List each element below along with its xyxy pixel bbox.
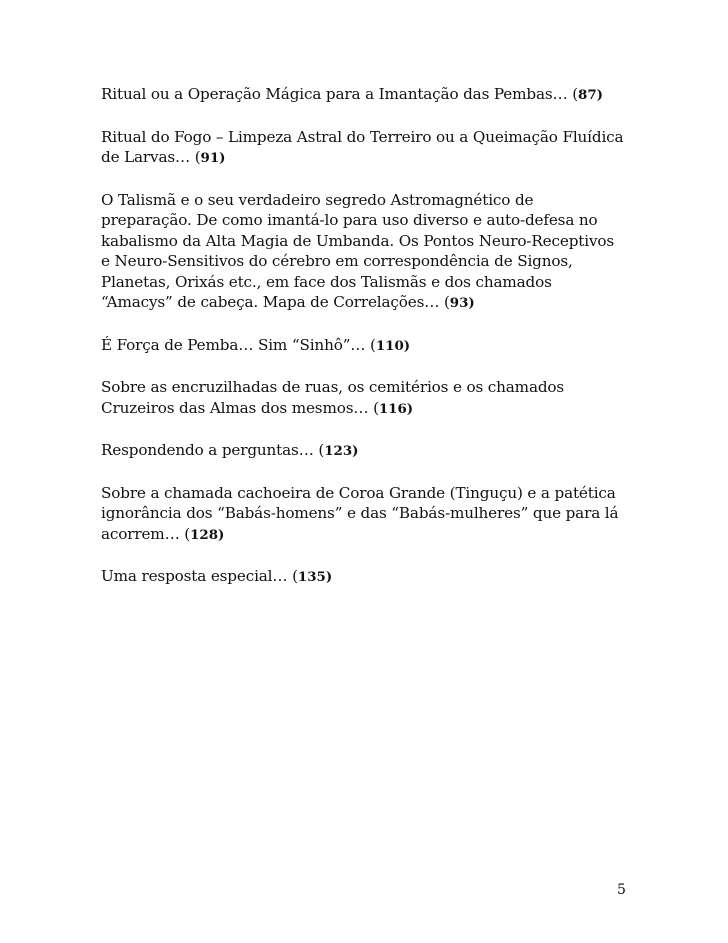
open-paren: (	[370, 335, 376, 354]
toc-entry-page: 128	[190, 526, 219, 543]
open-paren: (	[318, 441, 325, 459]
toc-entry	[101, 566, 626, 588]
toc-entry-page: 123	[324, 443, 353, 459]
toc-entry-title: Uma resposta especial…	[101, 567, 293, 585]
close-paren: )	[352, 443, 359, 459]
toc-entry-page: 93	[449, 295, 469, 311]
close-paren: )	[219, 150, 226, 166]
toc-entry-page: 135	[297, 569, 326, 585]
open-paren: (	[373, 398, 379, 417]
toc-entry	[101, 377, 626, 419]
toc-entry	[101, 127, 626, 169]
page-number: 5	[617, 882, 626, 898]
toc-entry	[101, 440, 626, 462]
toc-entry	[101, 335, 626, 357]
toc-entry-title: Ritual ou a Operação Mágica para a Imantação das Pembas…	[101, 85, 573, 103]
toc-entry-title: O Talismã e o seu verdadeiro segredo Astromagnético de preparação. De como imantá-lo para uso diverso e auto-defesa no kabalismo da Alta Magia de Umbanda. Os Pontos Neuro-Receptivos e Neuro-Sensitivos do cérebro em correspondência de Signos, Planetas, Orixás etc., em face dos Talismãs e dos chamados “Amacys” de cabeça. Mapa de Correlações…	[101, 190, 615, 311]
toc-entry	[101, 483, 626, 546]
toc-entry	[101, 84, 626, 106]
toc-entry-title: É Força de Pemba… Sim “Sinhô”…	[101, 335, 371, 354]
toc-entry-page: 87	[578, 87, 597, 103]
open-paren: (	[184, 524, 191, 543]
toc-entry-page: 110	[375, 337, 404, 354]
toc-entry-title: Respondendo a perguntas…	[101, 441, 319, 459]
close-paren: )	[403, 337, 411, 354]
open-paren: (	[194, 148, 201, 166]
table-of-contents	[101, 84, 626, 609]
close-paren: )	[218, 526, 225, 543]
close-paren: )	[406, 400, 414, 417]
toc-entry-title: Sobre a chamada cachoeira de Coroa Grande (Tinguçu) e a patética ignorância dos “Babás-homens” e das “Babás-mulheres” que para lá acorrem…	[101, 483, 619, 543]
close-paren: )	[325, 569, 333, 585]
open-paren: (	[443, 293, 450, 311]
toc-entry-page: 91	[200, 150, 220, 166]
toc-entry	[101, 190, 626, 314]
toc-entry-title: Sobre as encruzilhadas de ruas, os cemitérios e os chamados Cruzeiros das Almas dos mesmos…	[101, 378, 565, 417]
close-paren: )	[468, 295, 475, 311]
open-paren: (	[292, 567, 298, 585]
toc-entry-page: 116	[378, 400, 407, 417]
close-paren: )	[596, 87, 603, 103]
open-paren: (	[572, 85, 579, 103]
toc-entry-title: Ritual do Fogo – Limpeza Astral do Terreiro ou a Queimação Fluídica de Larvas…	[101, 127, 624, 166]
